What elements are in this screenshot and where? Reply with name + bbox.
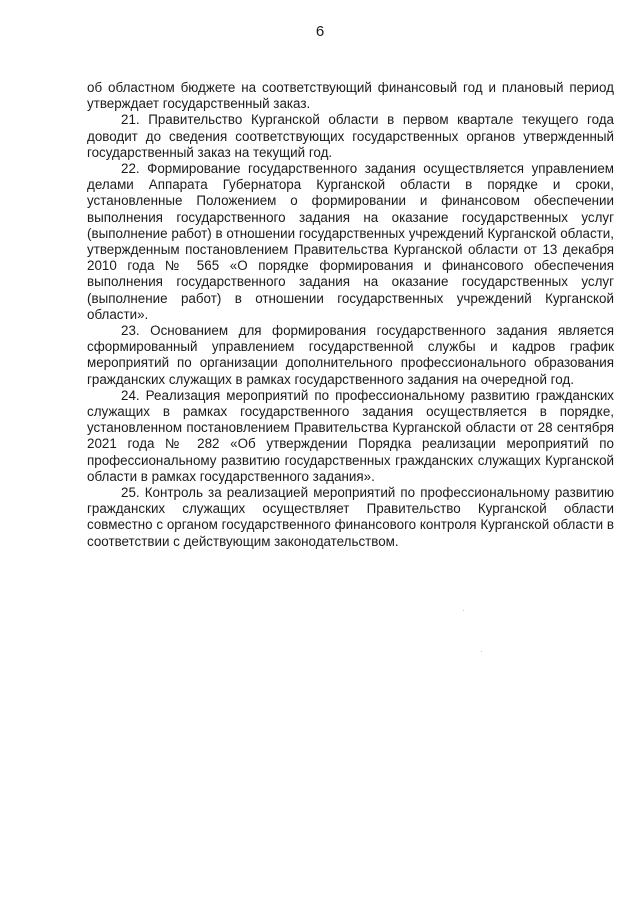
paragraph-21: 21. Правительство Курганской области в первом квартале текущего года доводит до сведения соответствующих государственных органов утвержденный государственный заказ на текущий год. bbox=[87, 112, 614, 160]
paragraph-23: 23. Основанием для формирования государственного задания является сформированный управлением государственной службы и кадров график мероприятий по организации дополнительного профессионального образования гражданских служащих в рамках государственного задания на очередной год. bbox=[87, 323, 614, 387]
paragraph-25: 25. Контроль за реализацией мероприятий по профессиональному развитию гражданских служащих осуществляет Правительство Курганской области совместно с органом государственного финансового контроля Курганской области в соответствии с действующим законодательством. bbox=[87, 485, 614, 549]
document-body bbox=[87, 80, 614, 550]
paragraph-22: 22. Формирование государственного задания осуществляется управлением делами Аппарата Губернатора Курганской области в порядке и сроки, установленные Положением о формировании и финансовом обеспечении выполнения государственного задания на оказание государственных услуг (выполнение работ) в отношении государственных учреждений Курганской области, утвержденным постановлением Правительства Курганской области от 13 декабря 2010 года № 565 «О порядке формирования и финансового обеспечения выполнения государственного задания на оказание государственных услуг (выполнение работ) в отношении государственных учреждений Курганской области». bbox=[87, 161, 614, 322]
paragraph-24: 24. Реализация мероприятий по профессиональному развитию гражданских служащих в рамках государственного задания осуществляется в порядке, установленном постановлением Правительства Курганской области от 28 сентября 2021 года № 282 «Об утверждении Порядка реализации мероприятий по профессиональному развитию государственных гражданских служащих Курганской области в рамках государственного задания». bbox=[87, 387, 614, 484]
scan-speck bbox=[481, 651, 482, 652]
scan-speck bbox=[463, 610, 464, 611]
page-number: 6 bbox=[315, 23, 325, 40]
paragraph-continuation: об областном бюджете на соответствующий финансовый год и плановый период утверждает государственный заказ. bbox=[87, 80, 614, 112]
